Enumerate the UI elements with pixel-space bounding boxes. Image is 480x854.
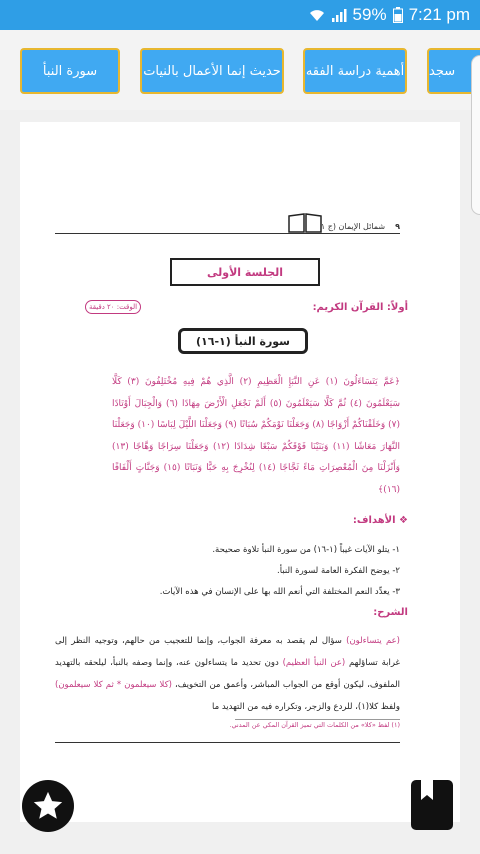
bookmark-icon bbox=[421, 780, 433, 800]
tab-fiqh-importance[interactable]: أهمية دراسة الفقه bbox=[303, 48, 407, 94]
wifi-icon bbox=[309, 8, 325, 22]
section-heading: أولاً: القرآن الكريم: bbox=[312, 302, 408, 313]
chapter-tab-bar bbox=[0, 30, 480, 110]
objective-item: ١- يتلو الآيات غيباً (١-١٦) من سورة النبأ تلاوة صحيحة. bbox=[212, 545, 400, 555]
time-badge: الوقت: ٢٠ دقيقة bbox=[85, 300, 141, 314]
explanation-segment: سؤال لم يقصد به معرفة الجواب، وإنما للتعجيب من حالهم، وتوجيه النظر إلى غرابة تساؤلهم bbox=[55, 636, 400, 668]
explanation-segment: دون تحديد ما يتساءلون عنه، وإنما وصفه بالنبأ، ليلحقه بالتهديد الملفوف، ليكون أوقع من الجواب المباشر، وأعمق من التخويف، bbox=[55, 658, 400, 690]
book-ornament-icon bbox=[288, 212, 322, 234]
tab-next-partial[interactable]: سجد bbox=[427, 48, 480, 94]
page-number: ٩ bbox=[395, 222, 400, 231]
quote-highlight: (كلا سيعلمون * ثم كلا سيعلمون) bbox=[55, 680, 172, 690]
side-drawer-handle[interactable] bbox=[471, 55, 480, 215]
surah-title: سورة النبأ (١-١٦) bbox=[178, 328, 308, 354]
session-title: الجلسة الأولى bbox=[170, 258, 320, 286]
footer-rule bbox=[55, 742, 400, 743]
quran-verses: ﴿عَمَّ يَتَسَاءَلُونَ (١) عَنِ النَّبَإِ الْعَظِيمِ (٢) الَّذِي هُمْ فِيهِ مُخْتَلِفُونَ (٣) كَلَّا سَيَعْلَمُونَ (٤) ثُمَّ كَلَّا سَيَعْلَمُونَ (٥) أَلَمْ نَجْعَلِ الْأَرْضَ مِهَادًا (٦) وَالْجِبَالَ أَوْتَادًا (٧) وَخَلَقْنَاكُمْ أَزْوَاجًا (٨) وَجَعَلْنَا نَوْمَكُمْ سُبَاتًا (٩) وَجَعَلْنَا اللَّيْلَ لِبَاسًا (١٠) وَجَعَلْنَا النَّهَارَ مَعَاشًا (١١) وَبَنَيْنَا فَوْقَكُمْ سَبْعًا شِدَادًا (١٢) وَجَعَلْنَا سِرَاجًا وَهَّاجًا (١٣) وَأَنْزَلْنَا مِنَ الْمُعْصِرَاتِ مَاءً ثَجَّاجًا (١٤) لِنُخْرِجَ بِهِ حَبًّا وَنَبَاتًا (١٥) وَجَنَّاتٍ أَلْفَافًا (١٦)﴾ bbox=[112, 377, 401, 495]
objective-item: ٢- يوضح الفكرة العامة لسورة النبأ. bbox=[277, 566, 400, 576]
explanation-segment: ولفظ كلا(١)، للردع والزجر، وتكراره فيه من التهديد ما bbox=[212, 702, 400, 712]
footnote: (١) لفظ «كلا» من الكلمات التي تميز القرآن المكي عن المدني. bbox=[229, 721, 400, 729]
battery-percent: 59% bbox=[352, 5, 387, 24]
explanation-text bbox=[55, 630, 400, 718]
battery-icon bbox=[393, 7, 403, 23]
favorite-button[interactable] bbox=[22, 780, 74, 832]
objective-item: ٣- يعدِّد النعم المختلفة التي أنعم الله بها على الإنسان في هذه الآيات. bbox=[159, 587, 400, 597]
quote-highlight: (عن النبأ العظيم) bbox=[282, 658, 346, 668]
tab-hadith-niyyat[interactable]: حديث إنما الأعمال بالنيات bbox=[140, 48, 284, 94]
clock: 7:21 pm bbox=[408, 5, 470, 24]
star-icon bbox=[31, 789, 65, 823]
explanation-heading: الشرح: bbox=[373, 607, 408, 618]
footnote-rule bbox=[235, 719, 400, 720]
book-title: شمائل الإيمان (ج ١ bbox=[320, 222, 386, 231]
quote-highlight: (عم يتساءلون) bbox=[346, 636, 400, 646]
status-bar bbox=[0, 0, 480, 30]
running-head bbox=[55, 222, 400, 231]
objectives-list bbox=[60, 540, 400, 603]
signal-icon bbox=[331, 8, 347, 22]
bookmark-button[interactable] bbox=[411, 780, 453, 830]
tab-surah-al-naba[interactable]: سورة النبأ bbox=[20, 48, 120, 94]
header-rule bbox=[55, 233, 400, 234]
objectives-heading: ❖ الأهداف: bbox=[352, 515, 408, 526]
